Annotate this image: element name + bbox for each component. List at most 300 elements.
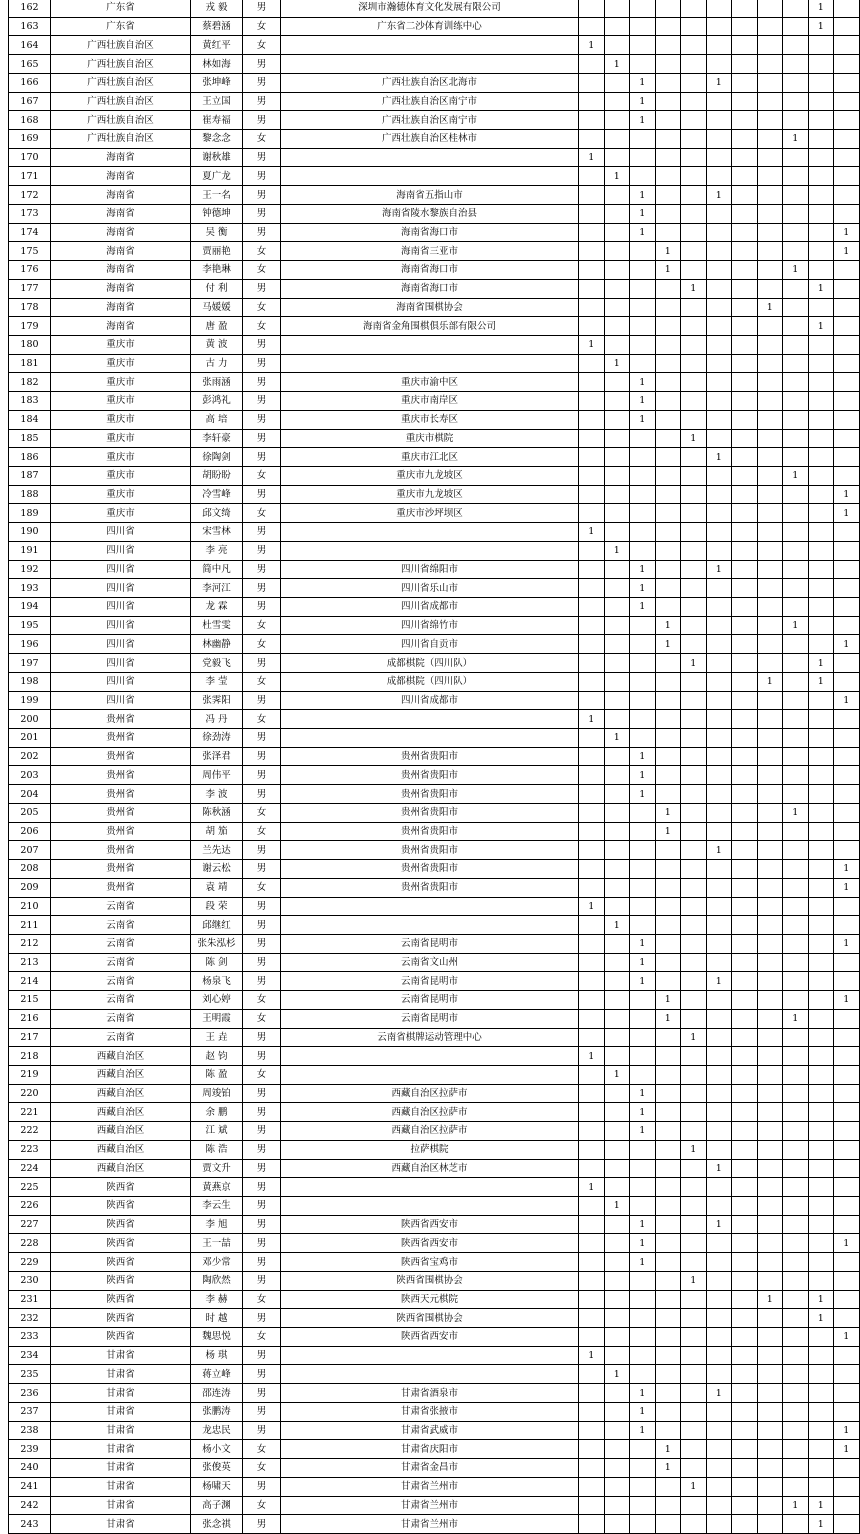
mark-cell bbox=[655, 1515, 681, 1534]
mark-cell bbox=[834, 729, 860, 748]
mark-cell bbox=[706, 1065, 732, 1084]
mark-cell bbox=[757, 1515, 783, 1534]
mark-cell bbox=[579, 635, 605, 654]
person-name-cell: 魏思悦 bbox=[191, 1328, 243, 1347]
person-name-cell: 李 旭 bbox=[191, 1215, 243, 1234]
mark-cell bbox=[579, 1309, 605, 1328]
mark-cell bbox=[834, 410, 860, 429]
mark-cell bbox=[706, 523, 732, 542]
mark-cell bbox=[579, 616, 605, 635]
mark-cell bbox=[757, 1103, 783, 1122]
mark-cell bbox=[681, 130, 707, 149]
mark-cell bbox=[757, 204, 783, 223]
table-row bbox=[9, 354, 860, 373]
mark-cell bbox=[604, 1328, 630, 1347]
mark-cell bbox=[783, 1440, 809, 1459]
mark-cell bbox=[681, 822, 707, 841]
mark-cell bbox=[732, 729, 758, 748]
mark-cell bbox=[579, 1477, 605, 1496]
table-row bbox=[9, 1215, 860, 1234]
mark-cell bbox=[808, 822, 834, 841]
mark-cell bbox=[834, 1178, 860, 1197]
mark-cell bbox=[808, 1215, 834, 1234]
mark-cell: 1 bbox=[808, 0, 834, 17]
mark-cell: 1 bbox=[834, 934, 860, 953]
mark-cell: 1 bbox=[655, 616, 681, 635]
row-number-cell: 194 bbox=[9, 598, 51, 617]
mark-cell bbox=[655, 598, 681, 617]
mark-cell bbox=[783, 729, 809, 748]
table-row bbox=[9, 934, 860, 953]
mark-cell: 1 bbox=[604, 167, 630, 186]
row-number-cell: 207 bbox=[9, 841, 51, 860]
row-number-cell: 233 bbox=[9, 1328, 51, 1347]
row-number-cell: 193 bbox=[9, 579, 51, 598]
mark-cell bbox=[834, 1309, 860, 1328]
mark-cell bbox=[604, 73, 630, 92]
province-cell: 陕西省 bbox=[51, 1328, 191, 1347]
gender-cell: 男 bbox=[243, 1402, 281, 1421]
mark-cell bbox=[808, 55, 834, 74]
mark-cell bbox=[681, 560, 707, 579]
mark-cell: 1 bbox=[630, 785, 656, 804]
mark-cell bbox=[757, 279, 783, 298]
organization-cell: 广西壮族自治区桂林市 bbox=[281, 130, 579, 149]
mark-cell bbox=[681, 55, 707, 74]
mark-cell bbox=[757, 1402, 783, 1421]
mark-cell bbox=[579, 1103, 605, 1122]
mark-cell bbox=[604, 897, 630, 916]
mark-cell: 1 bbox=[808, 1496, 834, 1515]
mark-cell bbox=[630, 504, 656, 523]
row-number-cell: 196 bbox=[9, 635, 51, 654]
gender-cell: 女 bbox=[243, 1065, 281, 1084]
row-number-cell: 201 bbox=[9, 729, 51, 748]
row-number-cell: 241 bbox=[9, 1477, 51, 1496]
province-cell: 重庆市 bbox=[51, 448, 191, 467]
organization-cell: 海南省海口市 bbox=[281, 223, 579, 242]
mark-cell bbox=[604, 841, 630, 860]
mark-cell bbox=[757, 1309, 783, 1328]
mark-cell bbox=[604, 429, 630, 448]
person-name-cell: 杜雪雯 bbox=[191, 616, 243, 635]
organization-cell: 四川省成都市 bbox=[281, 691, 579, 710]
gender-cell: 男 bbox=[243, 598, 281, 617]
mark-cell bbox=[757, 1009, 783, 1028]
mark-cell bbox=[655, 579, 681, 598]
mark-cell bbox=[655, 317, 681, 336]
mark-cell bbox=[630, 1197, 656, 1216]
mark-cell: 1 bbox=[808, 317, 834, 336]
mark-cell bbox=[808, 354, 834, 373]
mark-cell bbox=[783, 504, 809, 523]
mark-cell bbox=[757, 1459, 783, 1478]
mark-cell bbox=[681, 1253, 707, 1272]
table-row bbox=[9, 261, 860, 280]
row-number-cell: 179 bbox=[9, 317, 51, 336]
mark-cell bbox=[655, 747, 681, 766]
province-cell: 云南省 bbox=[51, 991, 191, 1010]
mark-cell bbox=[681, 1234, 707, 1253]
mark-cell bbox=[732, 1215, 758, 1234]
mark-cell bbox=[834, 785, 860, 804]
table-row bbox=[9, 1028, 860, 1047]
mark-cell bbox=[757, 616, 783, 635]
mark-cell bbox=[706, 1178, 732, 1197]
province-cell: 广西壮族自治区 bbox=[51, 73, 191, 92]
mark-cell bbox=[732, 1440, 758, 1459]
gender-cell: 女 bbox=[243, 504, 281, 523]
table-row bbox=[9, 1047, 860, 1066]
mark-cell bbox=[732, 392, 758, 411]
row-number-cell: 167 bbox=[9, 92, 51, 111]
mark-cell bbox=[579, 579, 605, 598]
mark-cell bbox=[783, 1159, 809, 1178]
province-cell: 陕西省 bbox=[51, 1178, 191, 1197]
gender-cell: 女 bbox=[243, 242, 281, 261]
mark-cell bbox=[655, 1477, 681, 1496]
province-cell: 海南省 bbox=[51, 148, 191, 167]
row-number-cell: 242 bbox=[9, 1496, 51, 1515]
row-number-cell: 210 bbox=[9, 897, 51, 916]
gender-cell: 女 bbox=[243, 822, 281, 841]
person-name-cell: 李 赫 bbox=[191, 1290, 243, 1309]
organization-cell: 成都棋院（四川队） bbox=[281, 672, 579, 691]
mark-cell bbox=[732, 111, 758, 130]
province-cell: 广东省 bbox=[51, 0, 191, 17]
mark-cell: 1 bbox=[808, 279, 834, 298]
gender-cell: 女 bbox=[243, 672, 281, 691]
mark-cell bbox=[757, 747, 783, 766]
organization-cell: 重庆市沙坪坝区 bbox=[281, 504, 579, 523]
province-cell: 贵州省 bbox=[51, 860, 191, 879]
mark-cell bbox=[757, 1065, 783, 1084]
mark-cell bbox=[732, 223, 758, 242]
mark-cell bbox=[834, 1122, 860, 1141]
row-number-cell: 173 bbox=[9, 204, 51, 223]
mark-cell bbox=[783, 298, 809, 317]
gender-cell: 女 bbox=[243, 261, 281, 280]
gender-cell: 男 bbox=[243, 1365, 281, 1384]
mark-cell bbox=[834, 916, 860, 935]
mark-cell bbox=[655, 1140, 681, 1159]
mark-cell bbox=[604, 1009, 630, 1028]
mark-cell bbox=[834, 36, 860, 55]
table-row bbox=[9, 485, 860, 504]
row-number-cell: 163 bbox=[9, 17, 51, 36]
row-number-cell: 235 bbox=[9, 1365, 51, 1384]
mark-cell bbox=[681, 504, 707, 523]
row-number-cell: 202 bbox=[9, 747, 51, 766]
mark-cell bbox=[579, 1253, 605, 1272]
mark-cell bbox=[630, 466, 656, 485]
mark-cell: 1 bbox=[630, 111, 656, 130]
mark-cell bbox=[604, 204, 630, 223]
mark-cell bbox=[732, 672, 758, 691]
mark-cell bbox=[732, 504, 758, 523]
mark-cell bbox=[706, 1402, 732, 1421]
mark-cell: 1 bbox=[630, 373, 656, 392]
mark-cell bbox=[655, 1309, 681, 1328]
mark-cell bbox=[681, 1459, 707, 1478]
gender-cell: 男 bbox=[243, 785, 281, 804]
mark-cell bbox=[681, 36, 707, 55]
mark-cell bbox=[834, 541, 860, 560]
organization-cell: 贵州省贵阳市 bbox=[281, 747, 579, 766]
mark-cell bbox=[732, 1496, 758, 1515]
organization-cell bbox=[281, 1346, 579, 1365]
row-number-cell: 211 bbox=[9, 916, 51, 935]
row-number-cell: 172 bbox=[9, 186, 51, 205]
province-cell: 重庆市 bbox=[51, 429, 191, 448]
mark-cell bbox=[579, 785, 605, 804]
organization-cell: 西藏自治区拉萨市 bbox=[281, 1084, 579, 1103]
row-number-cell: 206 bbox=[9, 822, 51, 841]
person-name-cell: 谢云松 bbox=[191, 860, 243, 879]
mark-cell bbox=[706, 1009, 732, 1028]
organization-cell: 海南省五指山市 bbox=[281, 186, 579, 205]
table-row bbox=[9, 111, 860, 130]
mark-cell bbox=[655, 1215, 681, 1234]
gender-cell: 男 bbox=[243, 1197, 281, 1216]
organization-cell: 甘肃省张掖市 bbox=[281, 1402, 579, 1421]
mark-cell bbox=[834, 560, 860, 579]
mark-cell bbox=[579, 766, 605, 785]
mark-cell bbox=[630, 729, 656, 748]
mark-cell bbox=[706, 298, 732, 317]
mark-cell bbox=[604, 766, 630, 785]
mark-cell bbox=[579, 92, 605, 111]
mark-cell bbox=[757, 167, 783, 186]
mark-cell bbox=[655, 785, 681, 804]
row-number-cell: 234 bbox=[9, 1346, 51, 1365]
mark-cell bbox=[681, 616, 707, 635]
mark-cell bbox=[808, 242, 834, 261]
table-row bbox=[9, 1309, 860, 1328]
mark-cell bbox=[630, 860, 656, 879]
mark-cell bbox=[604, 654, 630, 673]
mark-cell bbox=[732, 916, 758, 935]
mark-cell bbox=[757, 841, 783, 860]
mark-cell: 1 bbox=[630, 1234, 656, 1253]
person-name-cell: 李 亮 bbox=[191, 541, 243, 560]
row-number-cell: 224 bbox=[9, 1159, 51, 1178]
mark-cell bbox=[808, 1140, 834, 1159]
mark-cell bbox=[757, 17, 783, 36]
province-cell: 重庆市 bbox=[51, 373, 191, 392]
mark-cell bbox=[732, 410, 758, 429]
mark-cell bbox=[604, 17, 630, 36]
mark-cell bbox=[604, 242, 630, 261]
mark-cell: 1 bbox=[808, 654, 834, 673]
mark-cell bbox=[579, 354, 605, 373]
mark-cell bbox=[757, 1047, 783, 1066]
gender-cell: 男 bbox=[243, 148, 281, 167]
province-cell: 贵州省 bbox=[51, 803, 191, 822]
mark-cell bbox=[630, 1047, 656, 1066]
mark-cell bbox=[706, 934, 732, 953]
province-cell: 贵州省 bbox=[51, 841, 191, 860]
mark-cell bbox=[808, 616, 834, 635]
mark-cell bbox=[604, 317, 630, 336]
row-number-cell: 169 bbox=[9, 130, 51, 149]
person-name-cell: 赵 钧 bbox=[191, 1047, 243, 1066]
organization-cell: 甘肃省庆阳市 bbox=[281, 1440, 579, 1459]
mark-cell bbox=[604, 710, 630, 729]
province-cell: 重庆市 bbox=[51, 466, 191, 485]
mark-cell bbox=[579, 1028, 605, 1047]
mark-cell bbox=[681, 953, 707, 972]
mark-cell bbox=[757, 448, 783, 467]
mark-cell bbox=[757, 1440, 783, 1459]
mark-cell bbox=[706, 541, 732, 560]
row-number-cell: 215 bbox=[9, 991, 51, 1010]
mark-cell bbox=[681, 1178, 707, 1197]
mark-cell bbox=[579, 1197, 605, 1216]
table-row bbox=[9, 186, 860, 205]
mark-cell bbox=[579, 560, 605, 579]
mark-cell bbox=[655, 485, 681, 504]
mark-cell bbox=[706, 55, 732, 74]
mark-cell bbox=[834, 1271, 860, 1290]
mark-cell bbox=[655, 523, 681, 542]
mark-cell bbox=[808, 897, 834, 916]
mark-cell bbox=[834, 1290, 860, 1309]
person-name-cell: 邓少常 bbox=[191, 1253, 243, 1272]
mark-cell bbox=[681, 1440, 707, 1459]
mark-cell bbox=[604, 691, 630, 710]
person-name-cell: 杨啸天 bbox=[191, 1477, 243, 1496]
mark-cell bbox=[757, 186, 783, 205]
mark-cell bbox=[783, 860, 809, 879]
mark-cell bbox=[783, 317, 809, 336]
table-row bbox=[9, 803, 860, 822]
mark-cell bbox=[655, 1065, 681, 1084]
mark-cell bbox=[681, 991, 707, 1010]
mark-cell bbox=[604, 298, 630, 317]
mark-cell bbox=[604, 822, 630, 841]
mark-cell bbox=[757, 410, 783, 429]
mark-cell bbox=[655, 541, 681, 560]
mark-cell bbox=[834, 335, 860, 354]
mark-cell bbox=[706, 1028, 732, 1047]
mark-cell: 1 bbox=[808, 1309, 834, 1328]
mark-cell bbox=[604, 448, 630, 467]
mark-cell bbox=[579, 298, 605, 317]
mark-cell bbox=[630, 1328, 656, 1347]
mark-cell bbox=[630, 261, 656, 280]
gender-cell: 男 bbox=[243, 766, 281, 785]
mark-cell: 1 bbox=[834, 1234, 860, 1253]
organization-cell: 广西壮族自治区南宁市 bbox=[281, 111, 579, 130]
table-row bbox=[9, 541, 860, 560]
province-cell: 云南省 bbox=[51, 916, 191, 935]
mark-cell bbox=[579, 1159, 605, 1178]
organization-cell: 西藏自治区拉萨市 bbox=[281, 1122, 579, 1141]
mark-cell bbox=[757, 1477, 783, 1496]
mark-cell: 1 bbox=[655, 1459, 681, 1478]
mark-cell bbox=[834, 1140, 860, 1159]
mark-cell bbox=[579, 242, 605, 261]
gender-cell: 男 bbox=[243, 897, 281, 916]
mark-cell bbox=[732, 710, 758, 729]
mark-cell: 1 bbox=[783, 466, 809, 485]
organization-cell: 云南省棋牌运动管理中心 bbox=[281, 1028, 579, 1047]
mark-cell: 1 bbox=[834, 635, 860, 654]
mark-cell bbox=[706, 1253, 732, 1272]
mark-cell bbox=[681, 1402, 707, 1421]
mark-cell: 1 bbox=[834, 485, 860, 504]
mark-cell bbox=[681, 17, 707, 36]
mark-cell bbox=[757, 560, 783, 579]
mark-cell bbox=[757, 392, 783, 411]
mark-cell bbox=[808, 934, 834, 953]
table-body bbox=[9, 0, 860, 1533]
mark-cell bbox=[783, 560, 809, 579]
mark-cell bbox=[757, 429, 783, 448]
mark-cell bbox=[783, 785, 809, 804]
mark-cell bbox=[706, 598, 732, 617]
mark-cell bbox=[706, 635, 732, 654]
person-name-cell: 王一喆 bbox=[191, 1234, 243, 1253]
mark-cell bbox=[579, 1365, 605, 1384]
province-cell: 陕西省 bbox=[51, 1309, 191, 1328]
mark-cell bbox=[604, 1515, 630, 1534]
mark-cell bbox=[706, 953, 732, 972]
mark-cell bbox=[681, 579, 707, 598]
mark-cell bbox=[681, 466, 707, 485]
gender-cell: 女 bbox=[243, 298, 281, 317]
mark-cell bbox=[655, 1253, 681, 1272]
mark-cell bbox=[630, 822, 656, 841]
gender-cell: 男 bbox=[243, 1084, 281, 1103]
mark-cell bbox=[579, 429, 605, 448]
mark-cell bbox=[808, 766, 834, 785]
mark-cell bbox=[706, 485, 732, 504]
mark-cell bbox=[783, 392, 809, 411]
mark-cell bbox=[630, 897, 656, 916]
organization-cell: 贵州省贵阳市 bbox=[281, 841, 579, 860]
mark-cell bbox=[834, 130, 860, 149]
mark-cell bbox=[681, 541, 707, 560]
mark-cell bbox=[579, 485, 605, 504]
mark-cell bbox=[757, 598, 783, 617]
gender-cell: 女 bbox=[243, 1459, 281, 1478]
mark-cell bbox=[732, 1309, 758, 1328]
mark-cell bbox=[579, 204, 605, 223]
mark-cell bbox=[579, 111, 605, 130]
table-row bbox=[9, 1496, 860, 1515]
mark-cell: 1 bbox=[655, 261, 681, 280]
province-cell: 西藏自治区 bbox=[51, 1159, 191, 1178]
mark-cell bbox=[808, 392, 834, 411]
organization-cell: 成都棋院（四川队） bbox=[281, 654, 579, 673]
mark-cell bbox=[706, 1271, 732, 1290]
province-cell: 西藏自治区 bbox=[51, 1084, 191, 1103]
table-row bbox=[9, 822, 860, 841]
person-name-cell: 余 鹏 bbox=[191, 1103, 243, 1122]
mark-cell bbox=[732, 654, 758, 673]
mark-cell bbox=[681, 972, 707, 991]
row-number-cell: 219 bbox=[9, 1065, 51, 1084]
mark-cell bbox=[681, 204, 707, 223]
table-row bbox=[9, 466, 860, 485]
mark-cell bbox=[681, 485, 707, 504]
organization-cell: 甘肃省兰州市 bbox=[281, 1515, 579, 1534]
organization-cell bbox=[281, 1365, 579, 1384]
organization-cell: 海南省海口市 bbox=[281, 261, 579, 280]
mark-cell bbox=[681, 392, 707, 411]
